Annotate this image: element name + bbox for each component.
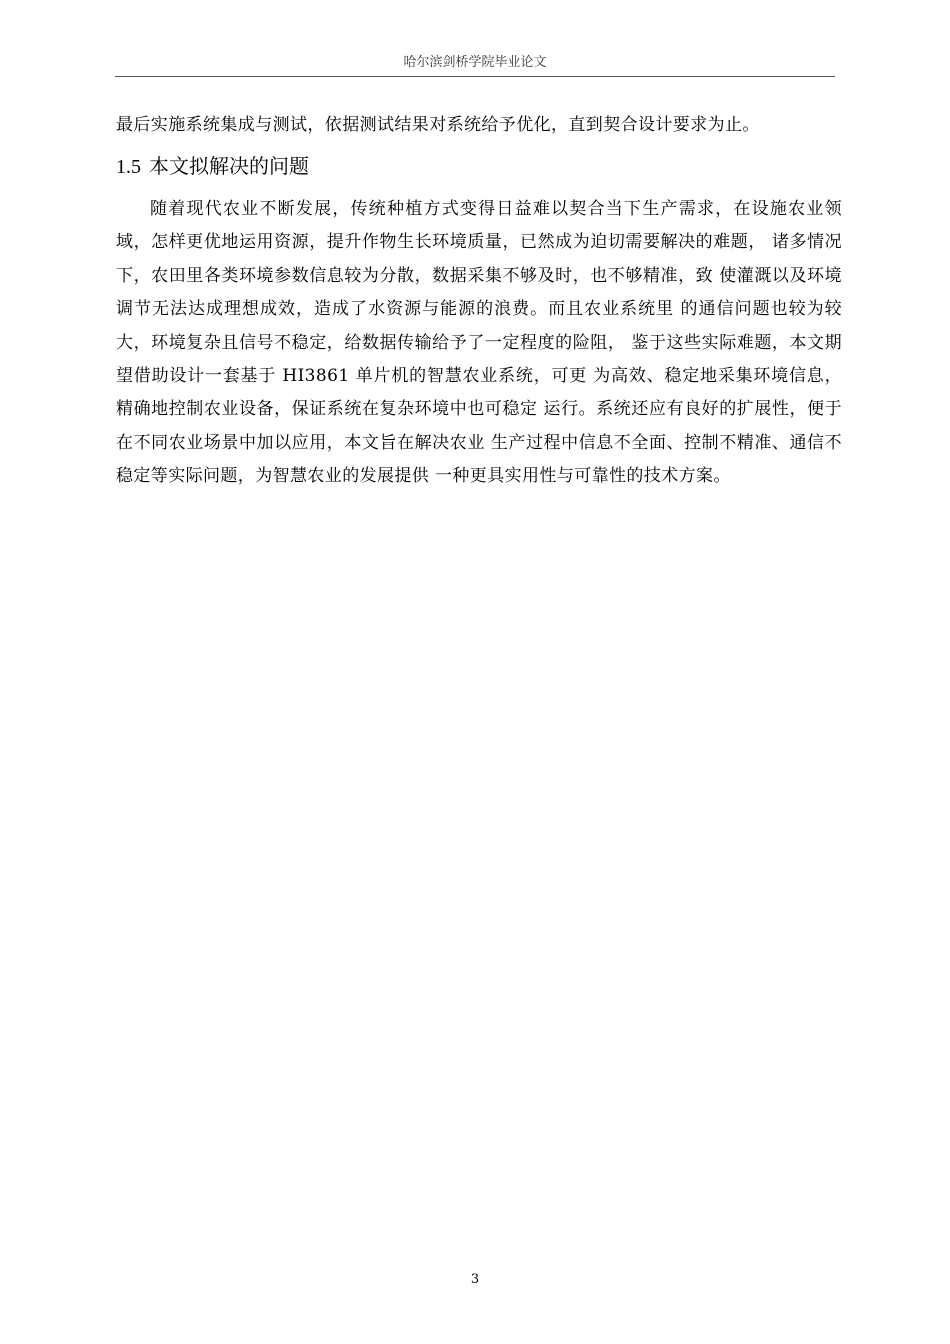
section-title: 本文拟解决的问题 — [149, 154, 309, 178]
header-divider — [115, 76, 835, 77]
page-header: 哈尔滨剑桥学院毕业论文 — [403, 55, 547, 70]
section-number: 1.5 — [116, 156, 141, 178]
section-heading — [116, 146, 309, 187]
body-paragraph: 随着现代农业不断发展，传统种植方式变得日益难以契合当下生产需求，在设施农业领域，怎样更优地运用资源，提升作物生长环境质量，已然成为迫切需要解决的难题， 诸多情况下，农田里各类环境参数信息较为分散，数据采集不够及时，也不够精准，致 使灌溉以及环境调节无法达成理想成效，造成了水资源与能源的浪费。而且农业系统里 的通信问题也较为较大，环境复杂且信号不稳定，给数据传输给予了一定程度的险阻， 鉴于这些实际难题，本文期望借助设计一套基于 HI3861 单片机的智慧农业系统，可更 为高效、稳定地采集环境信息，精确地控制农业设备，保证系统在复杂环境中也可稳定 运行。系统还应有良好的扩展性，便于在不同农业场景中加以应用，本文旨在解决农业 生产过程中信息不全面、控制不精准、通信不稳定等实际问题，为智慧农业的发展提供 一种更具实用性与可靠性的技术方案。 — [116, 199, 842, 487]
lead-paragraph-line: 最后实施系统集成与测试，依据测试结果对系统给予优化，直到契合设计要求为止。 — [116, 115, 760, 135]
page-number: 3 — [470, 1272, 480, 1287]
